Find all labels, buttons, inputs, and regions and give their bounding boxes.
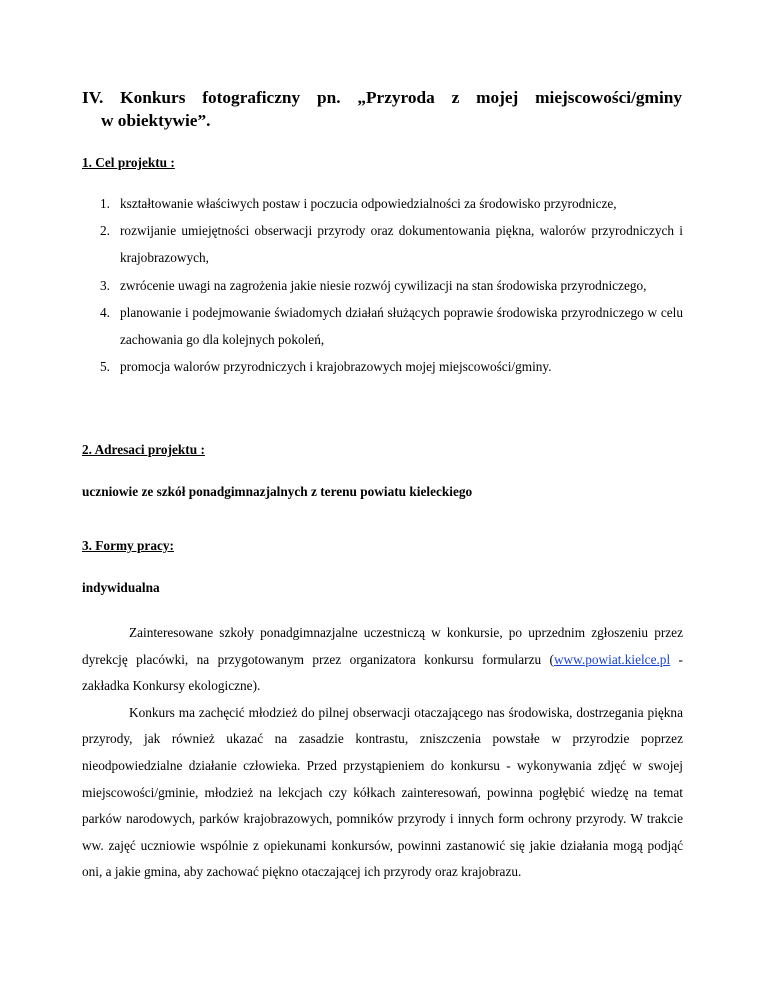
list-item-text: planowanie i podejmowanie świadomych działań służących poprawie środowiska przyrodniczego w celu zachowania go dla kolejnych pokoleń, [120,304,683,348]
paragraph-registration-text-start: Zainteresowane szkoły ponadgimnazjalne uczestniczą w konkursie, po uprzednim zgłoszeniu przez dyrekcję placówki, na przygotowanym przez organizatora konkursu formularzu ( [82,625,683,667]
title-line-1: IV. Konkurs fotograficzny pn. „Przyroda z mojej miejscowości/gminy [82,88,682,107]
document-title [82,86,682,132]
website-link[interactable]: www.powiat.kielce.pl [553,651,671,667]
paragraph-contest-description: Konkurs ma zachęcić młodzież do pilnej obserwacji otaczającego nas środowiska, dostrzegania piękna przyrody, jak również ukazać na zasadzie kontrastu, zniszczenia powstałe w przyrodzie poprzez nieodpowiedzialne działanie człowieka. Przed przystąpieniem do konkursu - wykonywania zdjęć w swojej miejscowości/gminie, młodzież na lekcjach czy kółkach zainteresowań, powinna pogłębić wiedzę na temat parków narodowych, parków krajobrazowych, pomników przyrody i innych form ochrony przyrody. W trakcie ww. zajęć uczniowie wspólnie z opiekunami konkursów, powinni zastanowić się jakie działania mogą podjąć oni, a jakie gmina, aby zachować piękno otaczającej ich przyrody oraz krajobrazu. [82,704,683,880]
recipients-text: uczniowie ze szkół ponadgimnazjalnych z terenu powiatu kieleckiego [82,484,473,499]
list-item-number: 1. [100,196,110,211]
section-2-heading: 2. Adresaci projektu : [82,442,205,457]
list-item-text: rozwijanie umiejętności obserwacji przyrody oraz dokumentowania piękna, walorów przyrodniczych i krajobrazowych, [120,223,683,266]
work-form-subheading: indywidualna [82,580,160,595]
list-item [82,353,683,380]
list-item-text: kształtowanie właściwych postaw i poczucia odpowiedzialności za środowisko przyrodnicze, [120,196,617,211]
title-line-2: w obiektywie”. [101,111,211,130]
goals-list [82,190,683,380]
list-item-text: zwrócenie uwagi na zagrożenia jakie niesie rozwój cywilizacji na stan środowiska przyrodniczego, [120,277,647,293]
list-item-text: promocja walorów przyrodniczych i krajobrazowych mojej miejscowości/gminy. [120,359,552,375]
list-item [82,190,683,217]
paragraph-registration-text-end: - zakładka Konkursy ekologiczne). [82,651,683,694]
list-item-number: 5. [100,359,110,375]
list-item-number: 2. [100,223,110,239]
list-item [82,299,683,353]
list-item-number: 3. [100,277,110,293]
section-3-heading: 3. Formy pracy: [82,538,174,553]
list-item-number: 4. [100,304,110,320]
paragraph-registration [82,620,683,700]
list-item [82,272,683,299]
body-paragraphs [82,620,683,886]
list-item [82,217,683,271]
section-1-heading: 1. Cel projektu : [82,155,175,170]
